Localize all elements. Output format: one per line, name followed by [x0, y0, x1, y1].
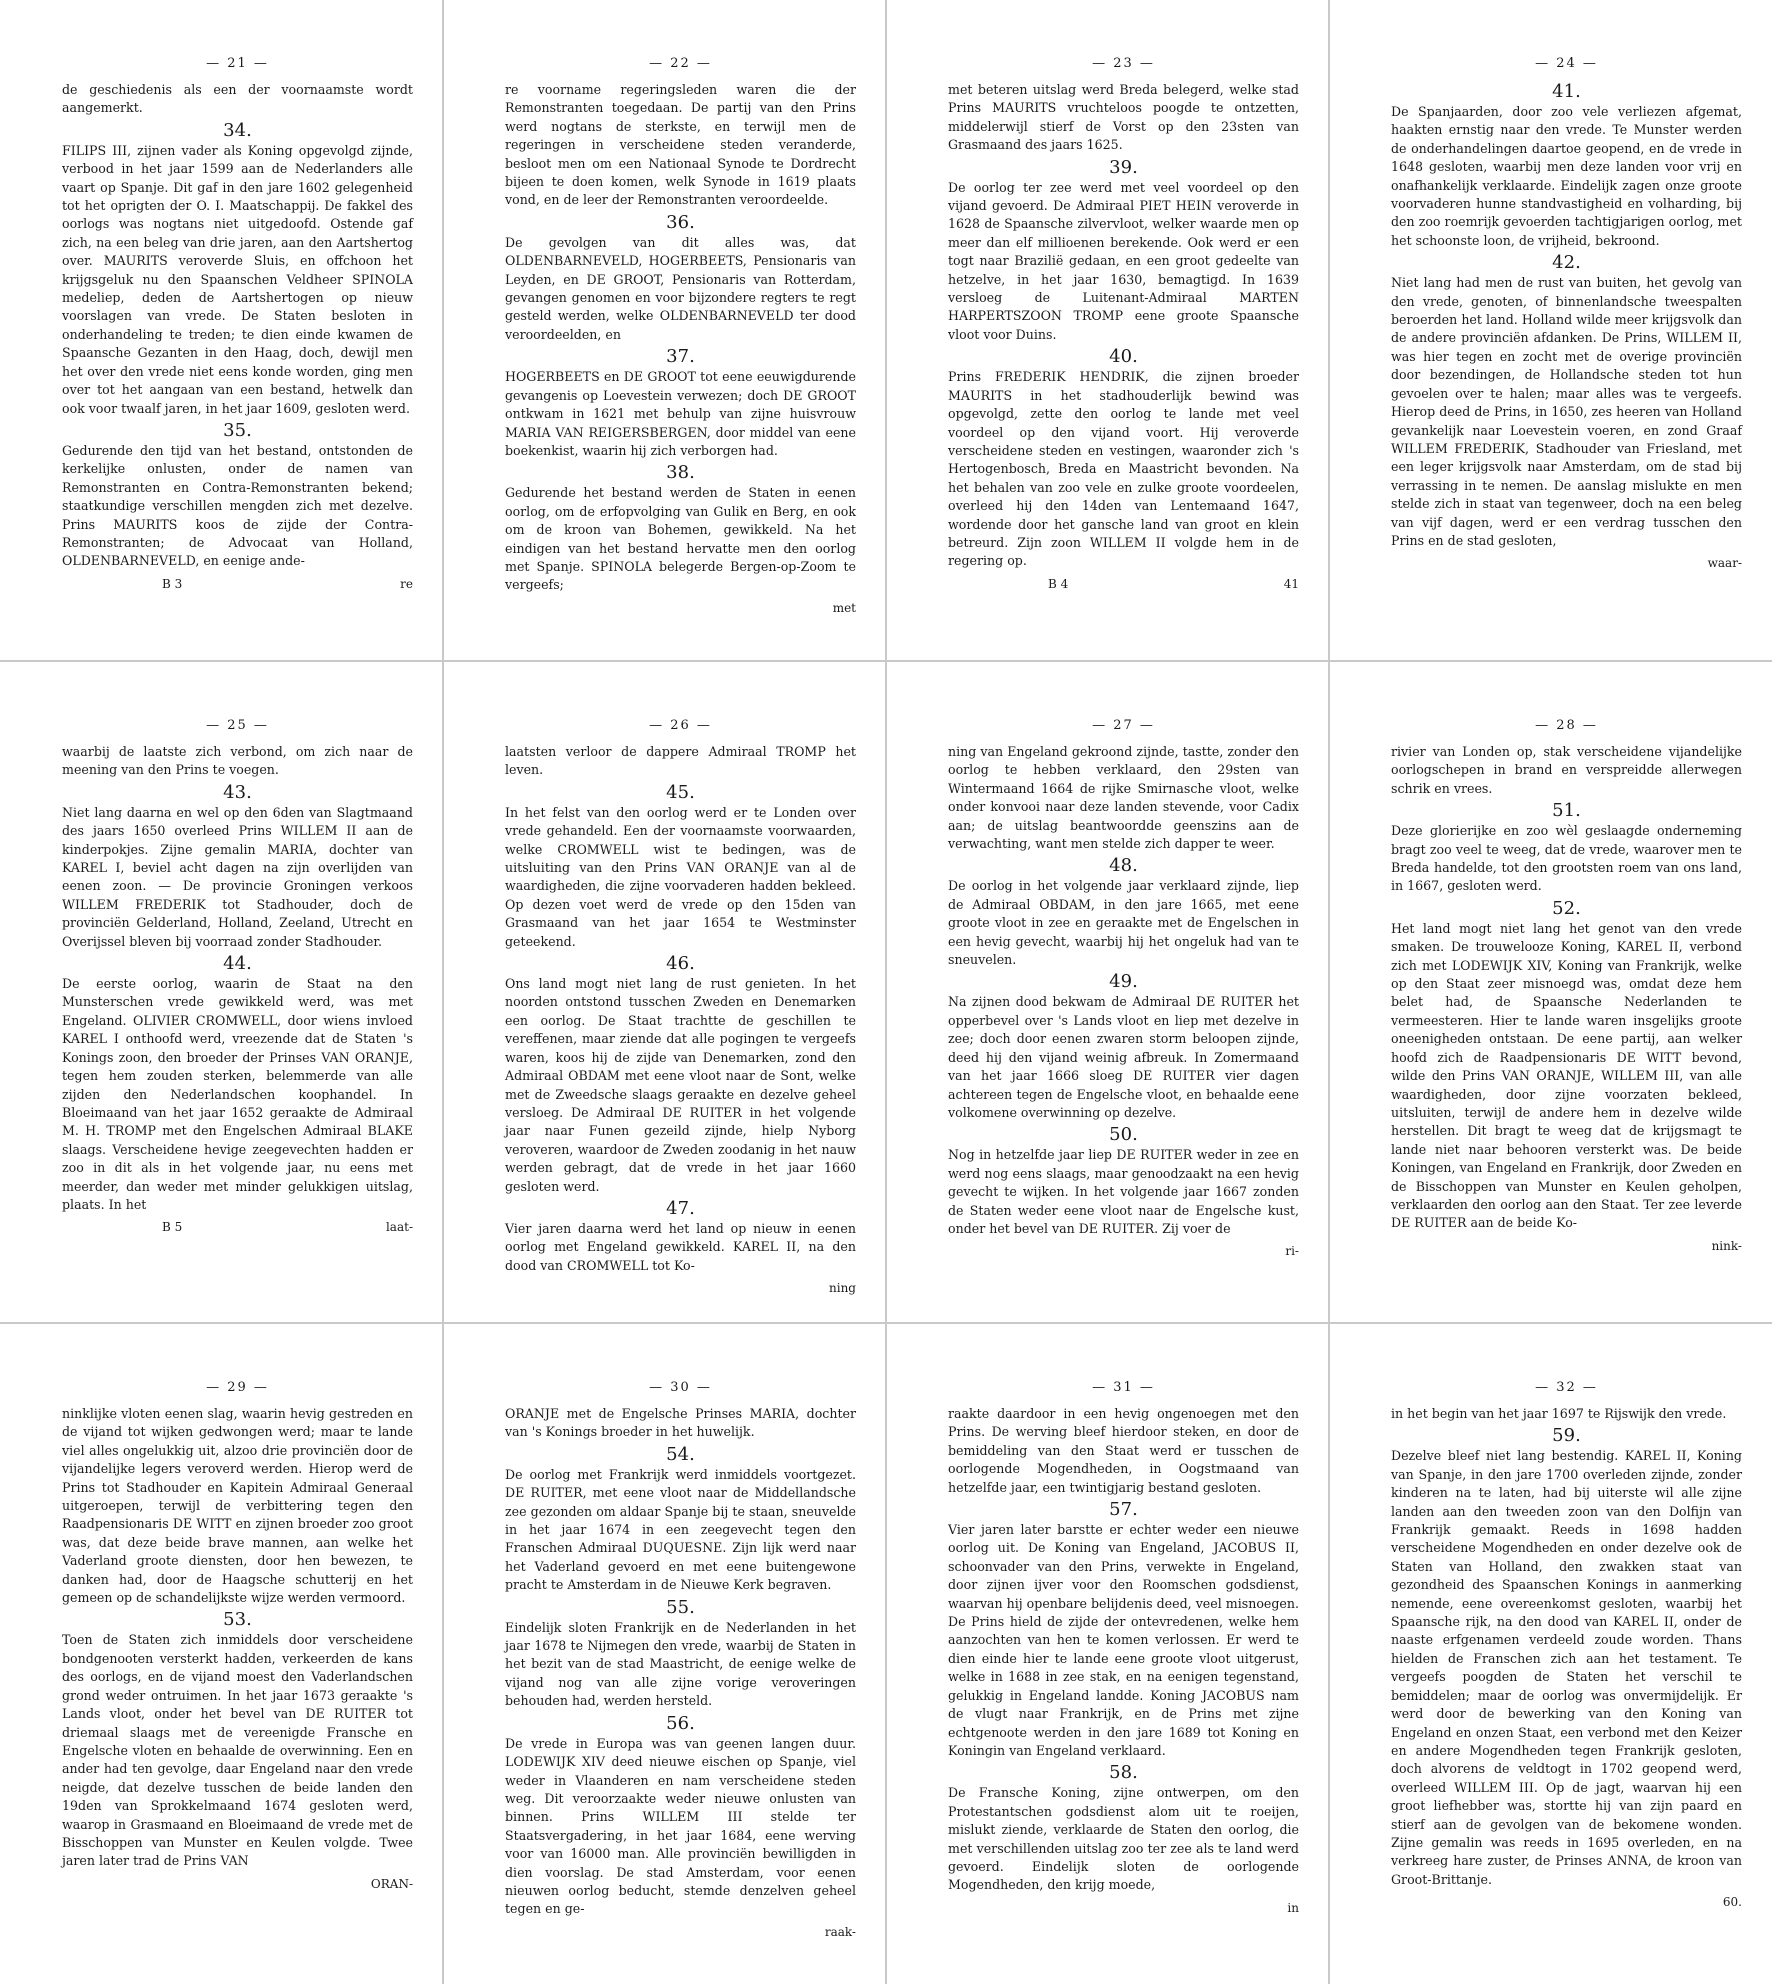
paragraph: De vrede in Europa was van geenen langen duur. LODEWIJK XIV deed nieuwe eischen op Spanje, viel weder in Vlaanderen en nam verscheidene steden weg. Dit veroorzaakte weder nieuwe onlusten van binnen. Prins WILLEM III stelde ter Staatsvergadering, in het jaar 1684, eene werving voor van 16000 man. Alle provinciën bewilligden in dien voorslag. De stad Amsterdam, voor eenen nieuwen oorlog beducht, stemde denzelven geheel tegen en ge-	[505, 1735, 856, 1917]
section-number: 52.	[1552, 897, 1581, 919]
paragraph: Het land mogt niet lang het genot van den vrede smaken. De trouwelooze Koning, KAREL II, verbond zich met LODEWIJK XIV, Koning van Frankrijk, welke op den Staat zeer misnoegd was, omdat deze hem belet had, de Spaansche Nederlanden te vermeesteren. Hier te lande waren insgelijks groote oneenigheden ontstaan. De eene partij, aan welker hoofd zich de Raadpensionaris DE WITT bevond, wilde den Prins VAN ORANJE, WILLEM III, van alle waardigheden, door zijne voorzaten bekleed, uitsluiten, terwijl de andere hem in dezelve wilde herstellen. Dit bragt te weeg dat de krijgsmagt te lande niet naar behooren versterkt was. De beide Koningen, van Engeland en Frankrijk, door Zweden en de Bisschoppen van Munster en Keulen geholpen, verklaarden den oorlog aan den Staat. Ter zee leverde DE RUITER aan de beide Ko-	[1391, 920, 1742, 1231]
book-page	[443, 1324, 886, 1985]
paragraph: ning van Engeland gekroond zijnde, tastte, zonder den oorlog te hebben verklaard, den 29sten van Wintermaand 1664 de rijke Smirnasche vloot, welke onder konvooi naar deze landen stevende, voor Cadix aan; de uitslag beantwoordde geenszins aan de verwachting, want men stelde zich dapper te weer.	[948, 744, 1299, 852]
catchword: re	[400, 576, 413, 591]
book-page	[886, 0, 1329, 661]
book-page	[443, 662, 886, 1323]
catchword: met	[832, 600, 856, 615]
book-page	[0, 1324, 443, 1985]
paragraph: Deze glorierijke en zoo wèl geslaagde onderneming bragt zoo veel te weeg, dat de vrede, waarover men te Breda handelde, tot den grootsten roem van ons land, in 1667, gesloten werd.	[1391, 823, 1742, 894]
page-footer	[62, 1220, 413, 1234]
book-page	[886, 662, 1329, 1323]
page-footer	[505, 601, 856, 615]
book-page	[1329, 0, 1772, 661]
paragraph: raakte daardoor in een hevig ongenoegen met den Prins. De werving bleef hierdoor steken, en door de bemiddeling van den Staat werd er tusschen de oorlogende Mogendheden, in Oogstmaand van hetzelfde jaar, een twintigjarig bestand gesloten.	[948, 1406, 1299, 1495]
page-number: — 24 —	[1535, 56, 1598, 71]
paragraph: Nog in hetzelfde jaar liep DE RUITER weder in zee en werd nog eens slaags, maar genoodzaakt na een hevig gevecht te wijken. In het volgende jaar 1667 zonden de Staten weder eene vloot naar de Engelsche kust, onder het bevel van DE RUITER. Zij voer de	[948, 1147, 1299, 1236]
paragraph: rivier van Londen op, stak verscheidene vijandelijke oorlogschepen in brand en verspreidde allerwegen schrik en vrees.	[1391, 744, 1742, 796]
paragraph: Prins FREDERIK HENDRIK, die zijnen broeder MAURITS in het stadhouderlijk bewind was opgevolgd, zette den oorlog te lande met veel voordeel op den vijand voort. Hij veroverde verscheidene steden en vestingen, waaronder zich 's Hertogenbosch, Breda en Maastricht bevonden. Na het behalen van zoo vele en zulke groote voordeelen, overleed hij den 14den van Lentemaand 1647, wordende door het gansche land van groot en klein betreurd. Zijn zoon WILLEM II volgde hem in de regering op.	[948, 369, 1299, 569]
catchword: ning	[829, 1281, 856, 1296]
paragraph: met beteren uitslag werd Breda belegerd, welke stad Prins MAURITS vruchteloos poogde te ontzetten, middelerwijl stierf de Vorst op den 23sten van Grasmaand des jaars 1625.	[948, 82, 1299, 153]
paragraph: De oorlog in het volgende jaar verklaard zijnde, liep de Admiraal OBDAM, in den jare 1665, met eene groote vloot in zee en geraakte met de Engelschen in een hevig gevecht, waarbij hij het ongeluk had van te sneuvelen.	[948, 878, 1299, 968]
section-number: 53.	[223, 1609, 252, 1631]
catchword: waar-	[1707, 556, 1742, 571]
page-number: — 22 —	[649, 56, 712, 71]
section-number: 47.	[666, 1197, 695, 1219]
section-number: 49.	[1109, 971, 1138, 993]
page-footer	[948, 1244, 1299, 1258]
catchword: 41	[1283, 576, 1299, 591]
section-number: 54.	[666, 1443, 695, 1465]
paragraph: Vier jaren daarna werd het land op nieuw in eenen oorlog met Engeland gewikkeld. KAREL II, na den dood van CROMWELL tot Ko-	[505, 1220, 856, 1273]
section-number: 38.	[666, 462, 695, 484]
section-number: 56.	[666, 1712, 695, 1734]
paragraph: ninklijke vloten eenen slag, waarin hevig gestreden en de vijand tot wijken gedwongen werd; maar te lande viel alles ongelukkig uit, alzoo drie provinciën door de vijandelijke legers veroverd werden. Hierop werd de Prins tot Stadhouder en Kapitein Admiraal Generaal uitgeroepen, terwijl de verbittering tegen den Raadpensionaris DE WITT en zijnen broeder zoo groot was, dat deze beide brave mannen, aan welke het Vaderland groote diensten, door hen bewezen, te danken had, door de Haagsche schutterij en het gemeen op de schandelijkste wijze werden vermoord.	[62, 1406, 413, 1606]
section-number: 34.	[223, 119, 252, 141]
page-number: — 25 —	[206, 718, 269, 733]
page-number: — 26 —	[649, 718, 712, 733]
section-number: 50.	[1109, 1124, 1138, 1146]
paragraph: waarbij de laatste zich verbond, om zich naar de meening van den Prins te voegen.	[62, 744, 413, 778]
paragraph: Eindelijk sloten Frankrijk en de Nederlanden in het jaar 1678 te Nijmegen den vrede, waarbij de Staten in het bezit van de stad Maastricht, de eenige welke de vijand nog van alle zijne vorige veroveringen behouden had, werden hersteld.	[505, 1619, 856, 1709]
page-number: — 27 —	[1092, 718, 1155, 733]
paragraph: De Spanjaarden, door zoo vele verliezen afgemat, haakten ernstig naar den vrede. Te Munster werden de onderhandelingen daartoe geopend, en de vrede in 1648 gesloten, waarbij men deze landen voor vrij en onafhankelijk verklaarde. Eindelijk zagen onze groote voorvaderen hunne standvastigheid en volharding, bij den zoo roemrijk gevoerden tachtigjarigen oorlog, met het schoonste loon, de vrijheid, bekroond.	[1391, 104, 1742, 248]
book-page	[886, 1324, 1329, 1985]
section-number: 58.	[1109, 1762, 1138, 1784]
section-number: 39.	[1109, 156, 1138, 178]
section-number: 36.	[666, 211, 695, 233]
paragraph: Niet lang daarna en wel op den 6den van Slagtmaand des jaars 1650 overleed Prins WILLEM II aan de kinderpokjes. Zijne gemalin MARIA, dochter van KAREL I, beviel acht dagen na zijn overlijden van eenen zoon. — De provincie Groningen verkoos WILLEM FREDERIK tot Stadhouder, doch de provinciën Gelderland, Holland, Zeeland, Utrecht en Overijssel bleven bij voorraad zonder Stadhouder.	[62, 804, 413, 949]
book-page	[1329, 662, 1772, 1323]
catchword: raak-	[824, 1924, 856, 1939]
signature-mark: B 3	[162, 576, 183, 591]
page-footer	[948, 1901, 1299, 1915]
page-number: — 30 —	[649, 1380, 712, 1395]
paragraph: De gevolgen van dit alles was, dat OLDENBARNEVELD, HOGERBEETS, Pensionaris van Leyden, en DE GROOT, Pensionaris van Rotterdam, gevangen genomen en voor bijzondere regters te regt gesteld werden, welke OLDENBARNEVELD ter dood veroordeelden, en	[505, 234, 856, 342]
page-footer	[1391, 1895, 1742, 1909]
catchword: nink-	[1711, 1238, 1742, 1253]
paragraph: re voorname regeringsleden waren die der Remonstranten toegedaan. De partij van den Prins werd nogtans de sterkste, en terwijl men de regeringen in verscheidene steden veranderde, besloot men om een Nationaal Synode te Dordrecht bijeen te doen komen, welk Synode in 1619 plaats vond, en de leer der Remonstranten veroordeelde.	[505, 82, 856, 208]
section-number: 57.	[1109, 1499, 1138, 1521]
paragraph: FILIPS III, zijnen vader als Koning opgevolgd zijnde, verbood in het jaar 1599 aan de Nederlanders alle vaart op Spanje. Dit gaf in den jare 1602 gelegenheid tot het oprigten der O. I. Maatschappij. De fakkel des oorlogs was nogtans niet uitgedoofd. Ostende gaf zich, na een beleg van drie jaren, aan den Aartshertog over. MAURITS veroverde Sluis, en offchoon het krijgsgeluk nu den Spaanschen Veldheer SPINOLA medeliep, deden de Aartshertogen op nieuw voorslagen van vrede. De Staten besloten in onderhandeling te treden; te dien einde kwamen de Spaansche Gezanten in den Haag, doch, dewijl men het over den vrede niet eens konde worden, ging men over tot het aangaan van een bestand, hetwelk dan ook voor twaalf jaren, in het jaar 1609, gesloten werd.	[62, 142, 413, 416]
paragraph: De oorlog ter zee werd met veel voordeel op den vijand gevoerd. De Admiraal PIET HEIN veroverde in 1628 de Spaansche zilvervloot, welker waarde men op meer dan elf millioenen berekende. Ook werd er een togt naar Brazilië gedaan, en een groot gedeelte van hetzelve, in het jaar 1630, bemagtigd. In 1639 versloeg de Luitenant-Admiraal MARTEN HARPERTSZOON TROMP eene groote Spaansche vloot voor Duins.	[948, 179, 1299, 342]
paragraph: De Fransche Koning, zijne ontwerpen, om den Protestantschen godsdienst alom uit te roeijen, mislukt ziende, verklaarde de Staten den oorlog, die met verschillenden uitslag zoo ter zee als te land werd gevoerd. Eindelijk sloten de oorlogende Mogendheden, den krijg moede,	[948, 1785, 1299, 1893]
paragraph: de geschiedenis als een der voornaamste wordt aangemerkt.	[62, 82, 413, 116]
paragraph: Gedurende den tijd van het bestand, ontstonden de kerkelijke onlusten, onder de namen van Remonstranten en Contra-Remonstranten bekend; staatkundige verschillen mengden zich met dezelve. Prins MAURITS koos de zijde der Contra-Remonstranten; de Advocaat van Holland, OLDENBARNEVELD, en eenige ande-	[62, 442, 413, 569]
paragraph: De oorlog met Frankrijk werd inmiddels voortgezet. DE RUITER, met eene vloot naar de Middellandsche zee gezonden om aldaar Spanje bij te staan, sneuvelde in het jaar 1674 in een zeegevecht tegen den Franschen Admiraal DUQUESNE. Zijn lijk werd naar het Vaderland gevoerd en met eene buitengewone pracht te Amsterdam in de Nieuwe Kerk begraven.	[505, 1466, 856, 1593]
section-number: 45.	[666, 781, 695, 803]
catchword: ri-	[1285, 1244, 1299, 1259]
page-footer	[505, 1281, 856, 1295]
section-number: 40.	[1109, 346, 1138, 368]
catchword: laat-	[385, 1220, 413, 1235]
paragraph: Na zijnen dood bekwam de Admiraal DE RUITER het opperbevel over 's Lands vloot en liep met dezelve in zee; doch door eenen zwaren storm beloopen zijnde, deed hij den vijand weinig afbreuk. In Zomermaand van het jaar 1666 sloeg DE RUITER vier dagen achtereen tegen de Engelsche vloot, en behaalde eene volkomene overwinning op dezelve.	[948, 994, 1299, 1120]
paragraph: Toen de Staten zich inmiddels door verscheidene bondgenooten versterkt hadden, verkeerden de kans des oorlogs, en de vijand moest den Vaderlandschen grond weder ontruimen. In het jaar 1673 geraakte 's Lands vloot, onder het bevel van DE RUITER tot driemaal slaags met de vereenigde Fransche en Engelsche vloten en behaalde de overwinning. Een en ander had ten gevolge, daar Engeland naar den vrede neigde, dat dezelve tusschen de beide landen den 19den van Sprokkelmaand 1674 gesloten werd, waarop in Grasmaand en Bloeimaand de vrede met de Bisschoppen van Munster en Keulen volgde. Twee jaren later trad de Prins VAN	[62, 1632, 413, 1869]
section-number: 55.	[666, 1596, 695, 1618]
book-page	[443, 0, 886, 661]
paragraph: Vier jaren later barstte er echter weder een nieuwe oorlog uit. De Koning van Engeland, JACOBUS II, schoonvader van den Prins, verwekte in Engeland, door zijnen ijver voor den Roomschen godsdienst, waarvan hij openbare belijdenis deed, veel misnoegen. De Prins hield de zijde der ontevredenen, welke hem aanzochten van hen te komen verlossen. Er werd te dien einde hier te lande eene groote vloot uitgerust, welke in 1688 in zee stak, en na eenigen tegenstand, gelukkig in Engeland landde. Koning JACOBUS nam de vlugt naar Frankrijk, en de Prins met zijne echtgenoote werden in den jare 1689 tot Koning en Koningin van Engeland verklaard.	[948, 1522, 1299, 1758]
signature-mark: B 4	[1048, 576, 1069, 591]
book-page	[1329, 1324, 1772, 1985]
catchword: in	[1287, 1900, 1299, 1915]
catchword: ORAN-	[370, 1876, 413, 1891]
paragraph: ORANJE met de Engelsche Prinses MARIA, dochter van 's Konings broeder in het huwelijk.	[505, 1406, 856, 1440]
section-number: 41.	[1552, 81, 1581, 102]
page-footer	[505, 1925, 856, 1939]
section-number: 48.	[1109, 855, 1138, 877]
page-number: — 29 —	[206, 1380, 269, 1395]
paragraph: in het begin van het jaar 1697 te Rijswijk den vrede.	[1391, 1406, 1727, 1421]
book-page	[0, 662, 443, 1323]
paragraph: Dezelve bleef niet lang bestendig. KAREL II, Koning van Spanje, in den jare 1700 overleden zijnde, zonder kinderen na te laten, had bij uiterste wil alle zijne landen aan den tweeden zoon van den Dolfijn van Frankrijk gemaakt. Reeds in 1698 hadden verscheidene Mogendheden en onder dezelve ook de Staten van Holland, den zwakken staat van gezondheid des Spaanschen Konings in aanmerking nemende, eene overeenkomst gesloten, waarbij het Spaansche rijk, na den dood van KAREL II, onder de naaste erfgenamen verdeeld zoude worden. Thans hielden de Franschen zich aan het testament. Te vergeefs poogden de Staten het verschil te bemiddelen; maar de oorlog was onvermijdelijk. Er werd door de bewerking van den Koning van Engeland en onzen Staat, een verbond met den Keizer en andere Mogendheden tegen Frankrijk gesloten, doch alvorens de veldtogt in 1702 geopend werd, overleed WILLEM III. Op de jagt, waarvan hij een groot liefhebber was, stortte hij van zijn paard en stierf aan de gevolgen van de bekomene wonden. Zijne gemalin was reeds in 1695 overleden, en na verkreeg hare zuster, de Prinses ANNA, de kroon van Groot-Brittanje.	[1391, 1448, 1742, 1887]
page-footer	[62, 1877, 413, 1891]
paragraph: In het felst van den oorlog werd er te Londen over vrede gehandeld. Een der voornaamste voorwaarden, welke CROMWELL wist te bedingen, was de uitsluiting van den Prins VAN ORANJE van al de waardigheden, die zijne voorvaderen hadden bekleed. Op dezen voet werd de vrede op den 15den van Grasmaand van het jaar 1654 te Westminster geteekend.	[505, 804, 856, 949]
section-number: 51.	[1552, 800, 1581, 822]
section-number: 46.	[666, 953, 695, 975]
page-number: — 23 —	[1092, 56, 1155, 71]
section-number: 59.	[1552, 1425, 1581, 1447]
page-footer	[1391, 1239, 1742, 1253]
page-footer	[1391, 556, 1742, 570]
section-number: 44.	[223, 953, 252, 975]
section-number: 42.	[1552, 252, 1581, 274]
paragraph: Gedurende het bestand werden de Staten in eenen oorlog, om de erfopvolging van Gulik en Berg, en ook om de kroon van Bohemen, gewikkeld. Na het eindigen van het bestand hervatte men den oorlog met Spanje. SPINOLA belegerde Bergen-op-Zoom te vergeefs;	[505, 485, 856, 593]
section-number: 35.	[223, 419, 252, 441]
page-footer	[948, 577, 1299, 591]
section-number: 37.	[666, 346, 695, 368]
section-number: 43.	[223, 781, 252, 803]
page-number: — 28 —	[1535, 718, 1598, 733]
paragraph: Niet lang had men de rust van buiten, het gevolg van den vrede, genoten, of binnenlandsche tweespalten beroerden het land. Holland wilde meer krijgsvolk dan de andere provinciën afdanken. De Prins, WILLEM II, was hier tegen en zocht met de overige provinciën door bezendingen, de Hollandsche steden tot hun gevoelen over te halen; maar alles was te vergeefs. Hierop deed de Prins, in 1650, zes heeren van Holland gevankelijk naar Loevestein voeren, en zond Graaf WILLEM FREDERIK, Stadhouder van Friesland, met een leger krijgsvolk naar Amsterdam, om de stad bij verrassing in te nemen. De aanslag mislukte en men stelde zich in staat van tegenweer, doch na een beleg van vijf dagen, werd er een verdrag tusschen den Prins en de stad gesloten,	[1391, 275, 1742, 548]
catchword: 60.	[1722, 1895, 1742, 1910]
paragraph: Ons land mogt niet lang de rust genieten. In het noorden ontstond tusschen Zweden en Denemarken een oorlog. De Staat trachtte de geschillen te vereffenen, maar ziende dat alle pogingen te vergeefs waren, koos hij de zijde van Denemarken, zond den Admiraal OBDAM met eene vloot naar de Sont, welke met de Zweedsche slaags geraakte en dezelve geheel versloeg. De Admiraal DE RUITER in het volgende jaar naar Funen gezeild zijnde, hielp Nyborg veroveren, waardoor de Zweden zoodanig in het nauw werden gebragt, dat de vrede in het jaar 1660 gesloten werd.	[505, 976, 856, 1194]
page-footer	[62, 577, 413, 591]
page-number: — 21 —	[206, 56, 269, 71]
page-number: — 32 —	[1535, 1380, 1598, 1395]
page-number: — 31 —	[1092, 1380, 1155, 1395]
signature-mark: B 5	[162, 1220, 183, 1235]
book-page	[0, 0, 443, 661]
paragraph: De eerste oorlog, waarin de Staat na den Munsterschen vrede gewikkeld werd, was met Engeland. OLIVIER CROMWELL, door wiens invloed KAREL I onthoofd werd, vreezende dat de Staten 's Konings zoon, den broeder der Prinses VAN ORANJE, tegen hem zouden sterken, belemmerde van alle zijden den Nederlandschen koophandel. In Bloeimaand van het jaar 1652 geraakte de Admiraal M. H. TROMP met den Engelschen Admiraal BLAKE slaags. Verscheidene hevige zeegevechten hadden er zoo in dit als in het volgende jaar, nu eens met meerder, dan weder met minder gelukkigen uitslag, plaats. In het	[62, 976, 413, 1212]
paragraph: laatsten verloor de dappere Admiraal TROMP het leven.	[505, 744, 856, 778]
paragraph: HOGERBEETS en DE GROOT tot eene eeuwigdurende gevangenis op Loevestein verwezen; doch DE GROOT ontkwam in 1621 met behulp van zijne huisvrouw MARIA VAN REIGERSBERGEN, door middel van eene boekenkist, waarin hij zich verborgen had.	[505, 369, 856, 458]
